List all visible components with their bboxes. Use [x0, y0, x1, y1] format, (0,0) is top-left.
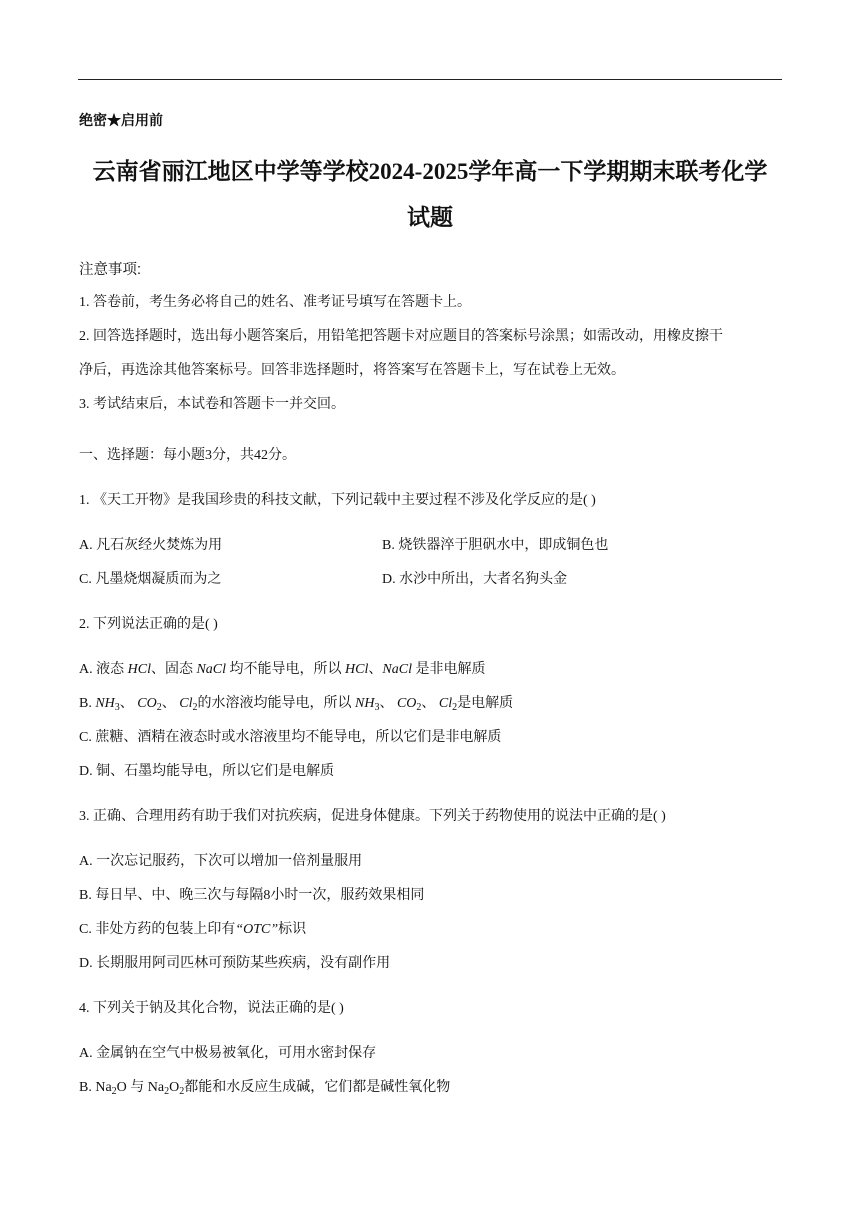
q2-option-b: B. $NH_3$、 $CO_2$、 $Cl_2$的水溶液均能导电，所以 $NH_3$、 $CO_2$、 $Cl_2$是电解质	[79, 696, 514, 713]
q2-option-d: D. 铜、石墨均能导电，所以它们是电解质	[79, 764, 335, 779]
note-item-2-cont: 净后，再选涂其他答案标号。回答非选择题时，将答案写在答题卡上，写在试卷上无效。	[79, 363, 625, 378]
section-heading: 一、选择题：每小题3分，共42分。	[79, 448, 296, 463]
q2-option-c: C. 蔗糖、酒精在液态时或水溶液里均不能导电，所以它们是非电解质	[79, 730, 502, 745]
q3-option-b: B. 每日早、中、晚三次与每隔8小时一次，服药效果相同	[79, 888, 425, 903]
q1-option-d: D. 水沙中所出，大者名狗头金	[382, 572, 568, 587]
note-item-3: 3. 考试结束后，本试卷和答题卡一并交回。	[79, 397, 345, 412]
q1-option-c: C. 凡墨烧烟凝质而为之	[79, 572, 222, 587]
q1-option-b: B. 烧铁器淬于胆矾水中，即成铜色也	[382, 538, 609, 553]
q3-option-a: A. 一次忘记服药，下次可以增加一倍剂量服用	[79, 854, 363, 869]
exam-title-line2: 试题	[407, 205, 453, 230]
confidential-mark: 绝密★启用前	[79, 114, 163, 129]
q4-option-b: B. $Na_2O$ 与 $Na_2O_2$都能和水反应生成碱，它们都是碱性氧化物	[79, 1080, 451, 1097]
note-item-2: 2. 回答选择题时，选出每小题答案后，用铅笔把答题卡对应题目的答案标号涂黑；如需改动，用橡皮擦干	[79, 329, 723, 344]
notes-heading: 注意事项:	[79, 262, 142, 278]
q3-stem: 3. 正确、合理用药有助于我们对抗疾病，促进身体健康。下列关于药物使用的说法中正确的是( )	[79, 809, 666, 824]
q4-stem: 4. 下列关于钠及其化合物，说法正确的是( )	[79, 1001, 344, 1016]
q2-stem: 2. 下列说法正确的是( )	[79, 617, 218, 632]
q3-option-c: C. 非处方药的包装上印有“OTC”标识	[79, 922, 307, 937]
q1-stem: 1. 《天工开物》是我国珍贵的科技文献，下列记载中主要过程不涉及化学反应的是( )	[79, 493, 596, 508]
header-rule	[78, 79, 782, 80]
q3-option-d: D. 长期服用阿司匹林可预防某些疾病，没有副作用	[79, 956, 391, 971]
exam-title-line1: 云南省丽江地区中学等学校2024-2025学年高一下学期期末联考化学	[92, 159, 768, 184]
note-item-1: 1. 答卷前，考生务必将自己的姓名、准考证号填写在答题卡上。	[79, 295, 471, 310]
q1-option-a: A. 凡石灰经火焚炼为用	[79, 538, 223, 553]
q2-option-a: A. 液态 HCl、固态 NaCl 均不能导电，所以 HCl、NaCl 是非电解质	[79, 662, 486, 677]
q4-option-a: A. 金属钠在空气中极易被氧化，可用水密封保存	[79, 1046, 377, 1061]
